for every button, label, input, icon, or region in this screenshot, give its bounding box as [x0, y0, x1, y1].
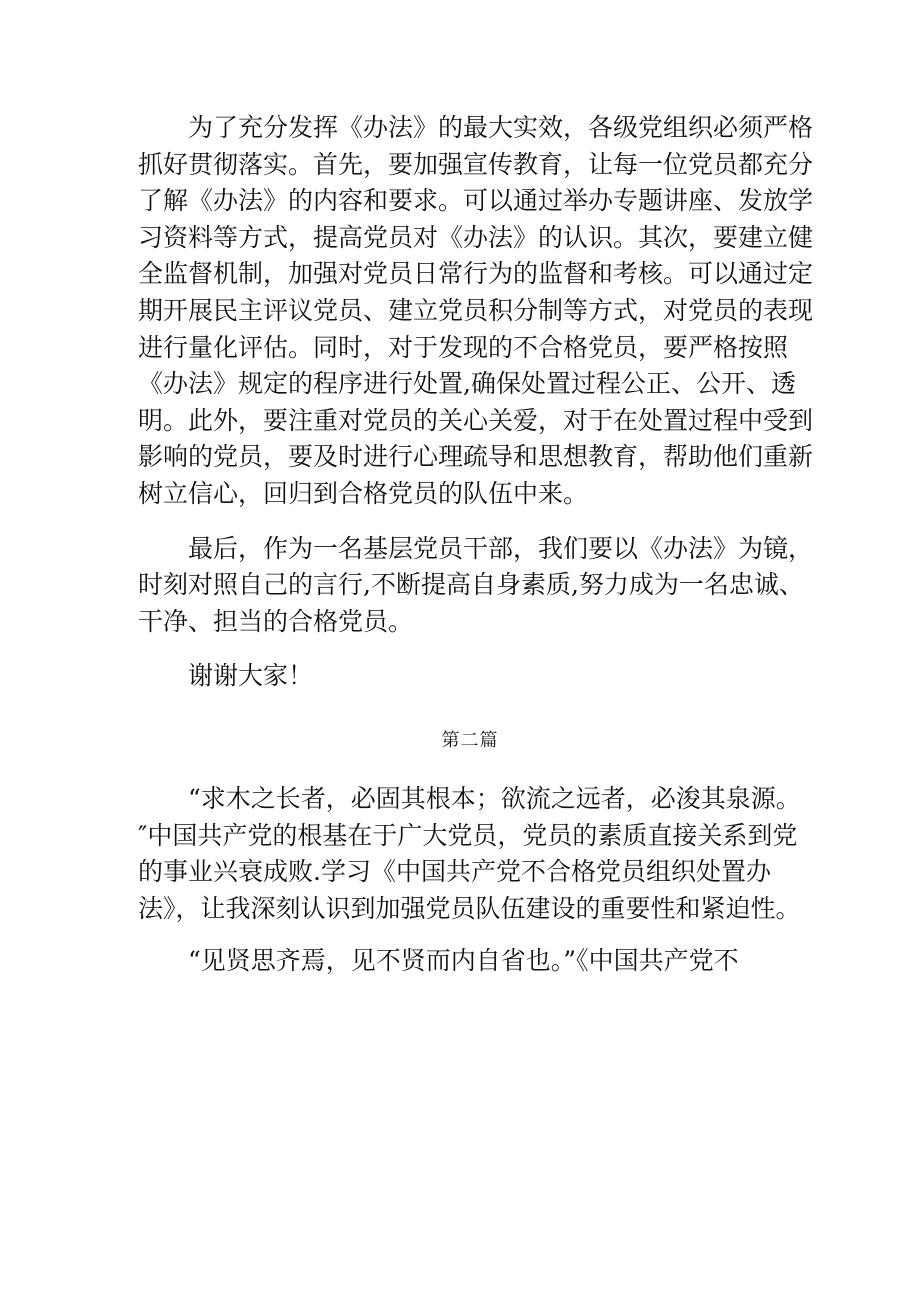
text-line: 最后，作为一名基层党员干部，我们要以《办法》为镜，	[188, 533, 814, 563]
text-line: 影响的党员，要及时进行心理疏导和思想教育，帮助他们重新	[138, 442, 814, 472]
paragraph-quote-virtue	[138, 943, 802, 980]
text-line: 全监督机制，加强对党员日常行为的监督和考核。可以通过定	[138, 259, 814, 289]
paragraph-conclusion	[138, 531, 814, 641]
paragraph-quote-roots	[138, 781, 802, 927]
text-line: 为了充分发挥《办法》的最大实效，各级党组织必须严格	[188, 113, 814, 142]
text-line: 干净、担当的合格党员。	[138, 606, 414, 636]
text-line: 谢谢大家！	[188, 661, 314, 691]
text-line: “见贤思齐焉，见不贤而内自省也。”《中国共产党不	[188, 946, 739, 976]
text-line: 期开展民主评议党员、建立党员积分制等方式，对党员的表现	[138, 295, 814, 325]
text-line: 明。此外，要注重对党员的关心关爱，对于在处置过程中受到	[138, 405, 814, 435]
text-line: 了解《办法》的内容和要求。可以通过举办专题讲座、发放学	[138, 186, 814, 216]
paragraph-implementation	[138, 110, 814, 513]
section-heading: 第二篇	[441, 729, 499, 751]
text-line: 习资料等方式，提高党员对《办法》的认识。其次，要建立健	[138, 222, 814, 252]
text-line: 抓好贯彻落实。首先，要加强宣传教育，让每一位党员都充分	[138, 149, 814, 179]
text-line: 法》，让我深刻认识到加强党员队伍建设的重要性和紧迫性。	[138, 893, 801, 923]
text-line: “求木之长者，必固其根本；欲流之远者，必浚其泉源。	[188, 783, 801, 813]
text-line: 的事业兴衰成败.学习《中国共产党不合格党员组织处置办	[138, 857, 771, 887]
text-line: 进行量化评估。同时，对于发现的不合格党员，要严格按照	[138, 332, 789, 362]
text-line: 《办法》规定的程序进行处置,确保处置过程公正、公开、透	[138, 369, 796, 399]
paragraph-thanks	[138, 658, 802, 695]
text-line: 树立信心，回归到合格党员的队伍中来。	[138, 478, 589, 508]
text-line: ″中国共产党的根基在于广大党员，党员的素质直接关系到党	[138, 820, 798, 850]
text-line: 时刻对照自己的言行,不断提高自身素质,努力成为一名忠诚、	[138, 570, 804, 600]
